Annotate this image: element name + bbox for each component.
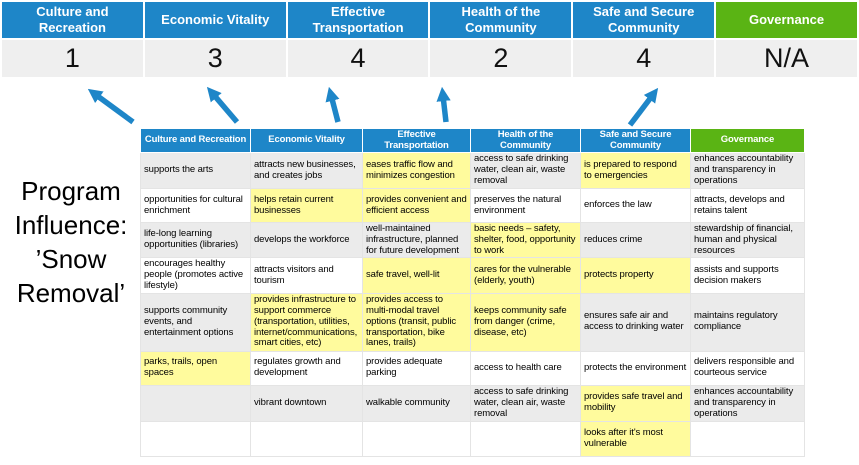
matrix-row xyxy=(141,293,805,351)
matrix-cell-r2-c3: provides convenient and efficient access xyxy=(363,189,471,223)
matrix-cell-r3-c6: stewardship of financial, human and physical resources xyxy=(691,223,805,258)
matrix-cell-r7-c2: vibrant downtown xyxy=(251,385,363,421)
matrix-cell-r4-c5: protects property xyxy=(581,258,691,293)
scoreboard-header-label: Economic Vitality xyxy=(145,2,286,38)
matrix-cell-r2-c1: opportunities for cultural enrichment xyxy=(141,189,251,223)
scoreboard-score-value: 3 xyxy=(145,40,286,77)
scoreboard-header-label: Culture and Recreation xyxy=(2,2,143,38)
matrix-cell-r2-c6: attracts, develops and retains talent xyxy=(691,189,805,223)
scoreboard-score-value: 2 xyxy=(430,40,571,77)
matrix-header-safe-and-secure-community: Safe and Secure Community xyxy=(581,129,691,153)
matrix-cell-r3-c3: well-maintained infrastructure, planned for future development xyxy=(363,223,471,258)
matrix-cell-r1-c1: supports the arts xyxy=(141,153,251,189)
matrix-cell-r6-c5: protects the environment xyxy=(581,351,691,385)
matrix-cell-r1-c4: access to safe drinking water, clean air, waste removal xyxy=(471,153,581,189)
matrix-cell-r7-c6: enhances accountability and transparency in operations xyxy=(691,385,805,421)
arrow-up-icon xyxy=(443,94,446,122)
scoreboard-column-effective-transportation xyxy=(288,2,429,77)
matrix-cell-r3-c5: reduces crime xyxy=(581,223,691,258)
matrix-cell-r6-c3: provides adequate parking xyxy=(363,351,471,385)
scoreboard-score-value: N/A xyxy=(716,40,857,77)
page-title: Program Influence: ’Snow Removal’ xyxy=(14,176,128,308)
scoreboard-header-label: Health of the Community xyxy=(430,2,571,38)
matrix-cell-r7-c3: walkable community xyxy=(363,385,471,421)
matrix-cell-r1-c3: eases traffic flow and minimizes congestion xyxy=(363,153,471,189)
matrix-cell-r7-c4: access to safe drinking water, clean air, waste removal xyxy=(471,385,581,421)
matrix-cell-r1-c6: enhances accountability and transparency in operations xyxy=(691,153,805,189)
matrix-cell-r5-c1: supports community events, and entertainment options xyxy=(141,293,251,351)
scoreboard-score-value: 1 xyxy=(2,40,143,77)
matrix-cell-r4-c3: safe travel, well-lit xyxy=(363,258,471,293)
matrix-cell-r7-c5: provides safe travel and mobility xyxy=(581,385,691,421)
matrix-cell-r1-c2: attracts new businesses, and creates jobs xyxy=(251,153,363,189)
matrix-cell-r8-c1 xyxy=(141,421,251,456)
matrix-row xyxy=(141,153,805,189)
influence-matrix xyxy=(140,128,805,457)
scoreboard-header-label: Effective Transportation xyxy=(288,2,429,38)
matrix-row xyxy=(141,258,805,293)
matrix-header-health-of-the-community: Health of the Community xyxy=(471,129,581,153)
matrix-cell-r5-c3: provides access to multi-modal travel options (transit, public transportation, bike lanes, trails) xyxy=(363,293,471,351)
matrix-cell-r6-c1: parks, trails, open spaces xyxy=(141,351,251,385)
matrix-cell-r2-c4: preserves the natural environment xyxy=(471,189,581,223)
matrix-header-culture-and-recreation: Culture and Recreation xyxy=(141,129,251,153)
matrix-cell-r2-c5: enforces the law xyxy=(581,189,691,223)
scoreboard-column-governance xyxy=(716,2,857,77)
matrix-cell-r2-c2: helps retain current businesses xyxy=(251,189,363,223)
matrix-row xyxy=(141,421,805,456)
scoreboard-score-value: 4 xyxy=(288,40,429,77)
matrix-cell-r5-c2: provides infrastructure to support commerce (transportation, utilities, internet/communications, smart cities, etc) xyxy=(251,293,363,351)
scoreboard-column-safe-and-secure-community xyxy=(573,2,714,77)
matrix-cell-r4-c2: attracts visitors and tourism xyxy=(251,258,363,293)
matrix-cell-r6-c2: regulates growth and development xyxy=(251,351,363,385)
arrow-up-left-icon xyxy=(94,93,133,122)
matrix-table xyxy=(140,128,805,457)
matrix-cell-r3-c1: life-long learning opportunities (libraries) xyxy=(141,223,251,258)
matrix-cell-r3-c4: basic needs – safety, shelter, food, opportunity to work xyxy=(471,223,581,258)
matrix-cell-r4-c1: encourages healthy people (promotes active lifestyle) xyxy=(141,258,251,293)
scoreboard-header-label: Governance xyxy=(716,2,857,38)
arrow-up-right-icon xyxy=(630,94,654,125)
matrix-cell-r4-c4: cares for the vulnerable (elderly, youth) xyxy=(471,258,581,293)
matrix-header-governance: Governance xyxy=(691,129,805,153)
scoreboard-header-label: Safe and Secure Community xyxy=(573,2,714,38)
matrix-cell-r8-c6 xyxy=(691,421,805,456)
arrow-up-left-icon xyxy=(212,92,237,122)
scoreboard xyxy=(0,2,859,77)
matrix-cell-r6-c4: access to health care xyxy=(471,351,581,385)
matrix-row xyxy=(141,385,805,421)
matrix-row xyxy=(141,351,805,385)
scoreboard-column-culture-and-recreation xyxy=(2,2,143,77)
arrow-up-icon xyxy=(331,94,338,122)
matrix-cell-r8-c4 xyxy=(471,421,581,456)
matrix-header-economic-vitality: Economic Vitality xyxy=(251,129,363,153)
matrix-cell-r5-c6: maintains regulatory compliance xyxy=(691,293,805,351)
scoreboard-column-health-of-the-community xyxy=(430,2,571,77)
matrix-cell-r8-c3 xyxy=(363,421,471,456)
matrix-cell-r5-c5: ensures safe air and access to drinking water xyxy=(581,293,691,351)
matrix-cell-r5-c4: keeps community safe from danger (crime, disease, etc) xyxy=(471,293,581,351)
matrix-row xyxy=(141,189,805,223)
matrix-cell-r6-c6: delivers responsible and courteous service xyxy=(691,351,805,385)
matrix-cell-r8-c5: looks after it's most vulnerable xyxy=(581,421,691,456)
matrix-cell-r4-c6: assists and supports decision makers xyxy=(691,258,805,293)
matrix-cell-r3-c2: develops the workforce xyxy=(251,223,363,258)
scoreboard-score-value: 4 xyxy=(573,40,714,77)
matrix-header-effective-transportation: Effective Transportation xyxy=(363,129,471,153)
scoreboard-column-economic-vitality xyxy=(145,2,286,77)
matrix-cell-r1-c5: is prepared to respond to emergencies xyxy=(581,153,691,189)
matrix-cell-r8-c2 xyxy=(251,421,363,456)
matrix-cell-r7-c1 xyxy=(141,385,251,421)
matrix-row xyxy=(141,223,805,258)
